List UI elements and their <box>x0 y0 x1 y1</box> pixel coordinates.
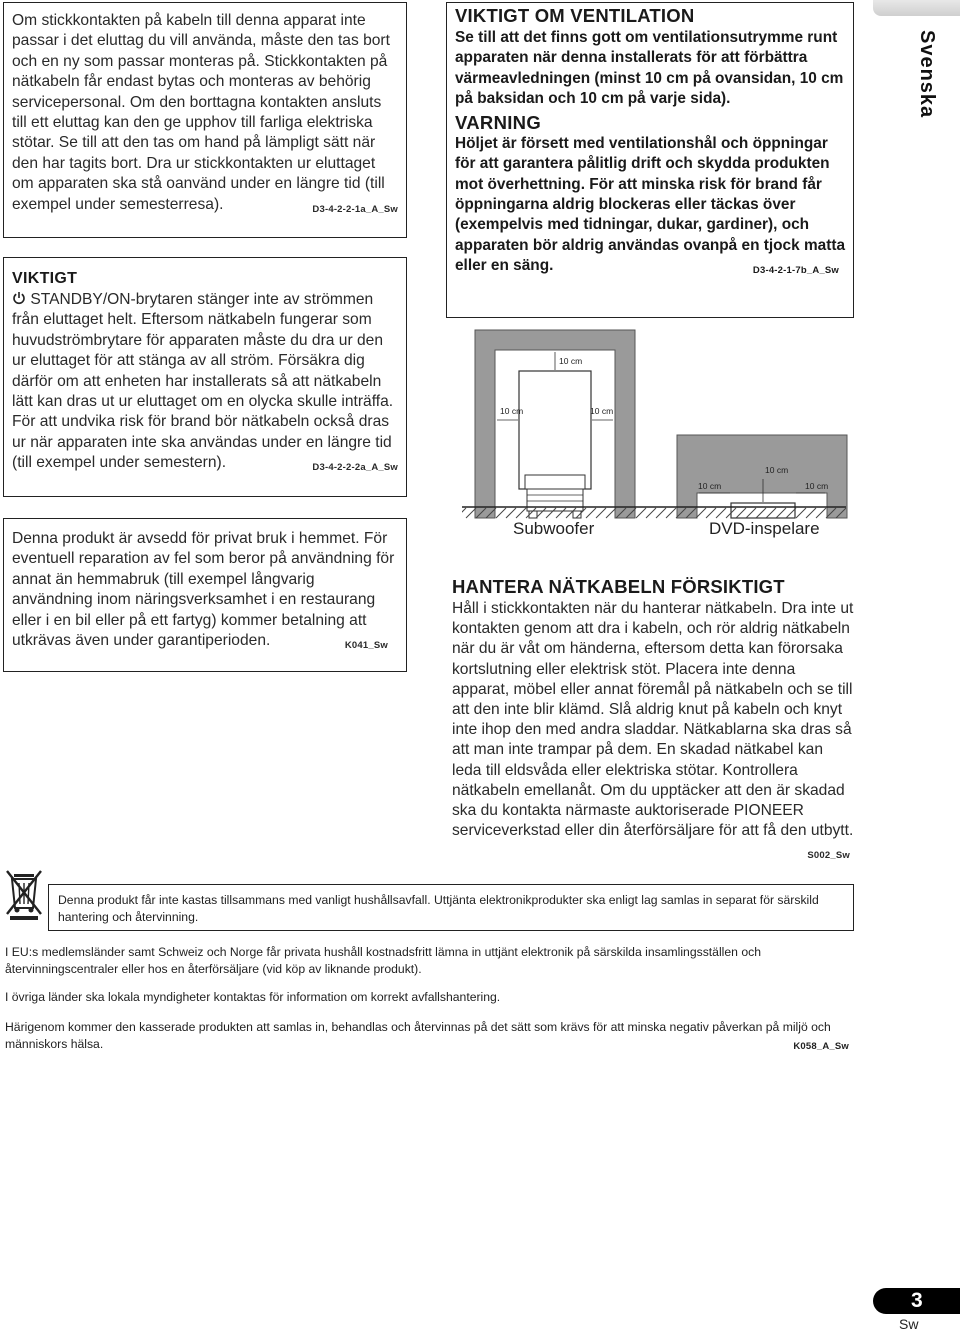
home-use-code: K041_Sw <box>344 640 388 652</box>
plug-warning-code: D3-4-2-2-1a_A_Sw <box>312 203 398 215</box>
crossed-bin-icon <box>4 868 44 920</box>
language-tab-bar <box>873 0 960 16</box>
weee-box <box>48 884 854 931</box>
standby-text <box>12 290 398 474</box>
dvd-top-dim: 10 cm <box>765 465 789 475</box>
cable-code: S002_Sw <box>807 850 850 862</box>
subwoofer-unit <box>519 371 591 489</box>
ventilation-heading: VIKTIGT OM VENTILATION <box>455 5 695 26</box>
page-language: Sw <box>899 1316 919 1332</box>
weee-code: K058_A_Sw <box>793 1040 849 1052</box>
floor-hatch <box>462 505 846 519</box>
ventilation-box <box>446 2 854 318</box>
weee-para-3 <box>5 1019 855 1055</box>
home-use-body: Denna produkt är avsedd för privat bruk i hemmet. För eventuell reparation av fel som beror på användning för annat än hemmabruk (till exempel långvarig användning inom näringsverksamhet i en restaurang eller i en bil eller på ett fartyg) kommer betalning att utkrävas även under garantiperioden. <box>12 530 395 650</box>
weee-box-text: Denna produkt får inte kastas tillsammans med vanligt hushållsavfall. Uttjänta elektronikprodukter ska enligt lag samlas in separat för särskild hantering och återvinning. <box>58 893 819 924</box>
home-use-text <box>12 529 398 651</box>
standby-heading: VIKTIGT <box>12 270 78 287</box>
language-tab <box>873 0 960 152</box>
language-tab-label: Svenska <box>916 30 938 119</box>
dvd-left-dim: 10 cm <box>698 481 722 491</box>
page-number: 3 <box>911 1289 923 1312</box>
standby-body: STANDBY/ON-brytaren stänger inte av strömmen från eluttaget helt. Eftersom nätkabeln fungerar som huvudströmbrytare för apparaten måste du dra ur den ur eluttaget för att stänga av all ström. Försäkra dig därför om att enheten har installerats så att nätkabeln lätt kan dras ut ur eluttaget om en olycka skulle inträffa. För att undvika risk för brand bör nätkabeln också dras ur när apparaten inte ska användas under en längre tid (till exempel under semestern). <box>12 291 394 472</box>
ventilation-text: Se till att det finns gott om ventilationsutrymme runt apparaten när denna installerats för att förbättra värmeavledningen (minst 10 cm på ovansidan, 10 cm på baksidan och 10 cm på varje sida). <box>455 29 844 107</box>
home-use-box <box>3 518 407 672</box>
cable-text <box>452 599 854 862</box>
power-icon <box>12 291 26 305</box>
warning-heading: VARNING <box>455 112 542 134</box>
subwoofer-label: Subwoofer <box>513 519 595 538</box>
weee-para-3-body: Härigenom kommer den kasserade produkten att samlas in, behandlas och återvinnas på det sätt som krävs för att minska negativ påverkan på miljö och människors hälsa. <box>5 1020 831 1051</box>
standby-warning-box <box>3 257 407 497</box>
cable-section <box>452 576 854 867</box>
dvd-label: DVD-inspelare <box>709 519 820 538</box>
sub-top-dim: 10 cm <box>559 356 583 366</box>
cable-heading: HANTERA NÄTKABELN FÖRSIKTIGT <box>452 576 785 597</box>
sub-left-dim: 10 cm <box>500 406 524 416</box>
ventilation-code: D3-4-2-1-7b_A_Sw <box>752 264 839 276</box>
ventilation-diagram <box>455 325 855 525</box>
standby-code: D3-4-2-2-2a_A_Sw <box>312 462 398 474</box>
plug-warning-body: Om stickkontakten på kabeln till denna apparat inte passar i det eluttag du vill använda, måste den tas bort och en ny som passar monteras på. Stickkontakten på nätkabeln får endast bytas och monteras av behörig servicepersonal. Om den borttagna kontakten ansluts till ett eluttag kan den ge upphov till farliga elektriska stötar. Se till att den tas om hand på lämpligt sätt när den har tagits bort. Dra ur stickkontakten ur eluttaget om apparaten ska stå oanvänd under en längre tid (till exempel under semesterresa). <box>12 12 390 213</box>
cable-body: Håll i stickkontakten när du hanterar nätkabeln. Dra inte ut kontakten genom att dra i kabeln, och rör aldrig nätkabeln när du är våt om händerna, eftersom detta kan förorsaka kortslutning eller elektrisk stöt. Placera inte denna apparat, möbel eller annat föremål på nätkabeln och se till att den inte blir klämd. Slå aldrig knut på kabeln och knyt inte ihop den med andra sladdar. Nätkablarna ska dras så att man inte trampar på dem. En skadad nätkabel kan leda till eldsvåda eller elektriska stötar. Kontrollera nätkabeln emellanåt. Om du upptäcker att den är skadad ska du kontakta närmaste auktoriserade PIONEER serviceverkstad eller din återförsäljare för att få den utbytt. <box>452 600 854 840</box>
dvd-right-dim: 10 cm <box>805 481 829 491</box>
weee-para-2: I övriga länder ska lokala myndigheter kontaktas för information om korrekt avfallshantering. <box>5 990 501 1004</box>
warning-body: Höljet är försett med ventilationshål och öppningar för att garantera pålitlig drift och skydda produkten mot överhettning. För att minska risk för brand får öppningarna aldrig blockeras eller täckas över (exempelvis med tidningar, dukar, gardiner), och apparaten bör aldrig användas ovanpå en tjock matta eller en säng. <box>455 135 846 274</box>
page-number-tab <box>873 1288 960 1314</box>
warning-text <box>455 134 845 276</box>
plug-warning-box <box>3 2 407 238</box>
weee-para-1: I EU:s medlemsländer samt Schweiz och Norge får privata hushåll kostnadsfritt lämna in uttjänt elektronik på särskilda insamlingsställen och återvinningscentraler eller hos en återförsäljare (vid köp av liknande produkt). <box>5 945 761 976</box>
sub-right-dim: 10 cm <box>590 406 614 416</box>
plug-warning-text <box>12 11 398 215</box>
